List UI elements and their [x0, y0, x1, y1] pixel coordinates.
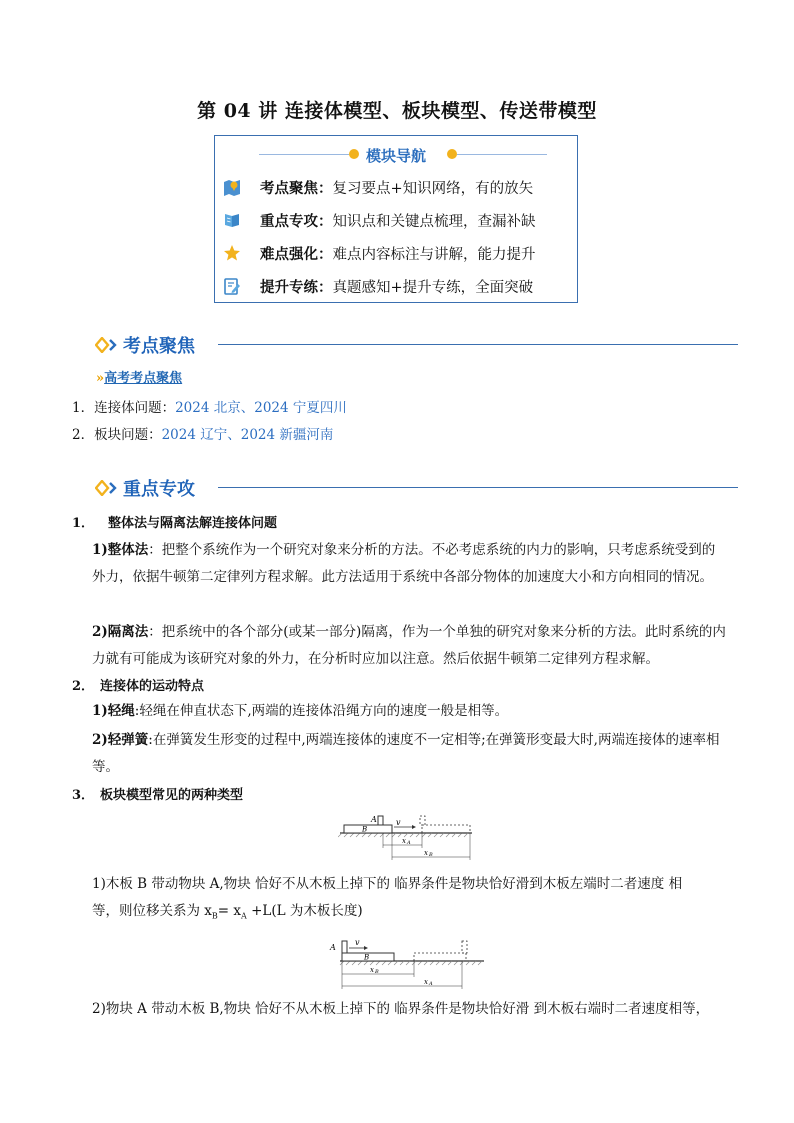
- displacement-label: x: [424, 849, 428, 857]
- formula-subscript: A: [241, 911, 247, 921]
- label-a: A: [330, 943, 336, 952]
- diamond-icon: [95, 337, 119, 353]
- section-title: 考点聚焦: [123, 336, 195, 357]
- displacement-subscript: B: [375, 969, 379, 975]
- list-item-label: 板块问题：: [94, 427, 162, 443]
- edit-icon: [223, 277, 241, 295]
- formula-subscript: B: [211, 911, 218, 921]
- formula-text: 等，则位移关系为 x: [92, 902, 212, 919]
- paragraph-text: :在弹簧发生形变的过程中,两端连接体的速度不一定相等;在弹簧形变最大时,两端连接体的速率相等。: [92, 732, 720, 775]
- heading-title: 连接体的运动特点: [100, 679, 205, 694]
- heading-title: 整体法与隔离法解连接体问题: [108, 516, 278, 531]
- heading-title: 板块模型常见的两种类型: [100, 788, 244, 803]
- paragraph-isolation-method: [92, 619, 726, 672]
- paragraph-text: ：把整个系统作为一个研究对象来分析的方法。不必考虑系统的内力的影响，只考虑系统受到的外力，依据牛顿第二定律列方程求解。此方法适用于系统中各部分物体的加速度大小和方向相同的情况。: [92, 542, 716, 585]
- nav-item-label: 提升专练：: [260, 278, 333, 296]
- velocity-label: v: [396, 818, 401, 827]
- list-item-link[interactable]: 2024 辽宁、2024 新疆河南: [161, 427, 334, 443]
- diamond-icon: [95, 480, 119, 496]
- board-block-figure-2: [326, 933, 486, 993]
- paragraph-text: 2)物块 A 带动木板 B,物块 恰好不从木板上掉下的 临界条件是物块恰好滑 到木板右端时二者速度相等，: [92, 1001, 710, 1017]
- displacement-subscript: A: [407, 840, 411, 846]
- displacement-label: x: [424, 978, 428, 986]
- heading-number: 1．: [72, 516, 95, 531]
- board-b: [344, 825, 392, 833]
- list-item: [72, 396, 347, 416]
- term-label: 1)轻绳: [92, 703, 135, 719]
- block-a: [342, 941, 347, 953]
- list-item-number: 1．: [72, 400, 95, 416]
- paragraph-text: ：把系统中的各个部分(或某一部分)隔离，作为一个单独的研究对象来分析的方法。此时系统的内力就有可能成为该研究对象的外力，在分析时应加以注意。然后依据牛顿第二定律列方程求解。: [92, 624, 726, 667]
- heading-number: 2．: [72, 679, 95, 694]
- nav-title: 模块导航: [365, 147, 426, 165]
- section-divider: [218, 344, 738, 345]
- term-label: 2)轻弹簧: [92, 732, 149, 748]
- nav-item-text: 难点内容标注与讲解，能力提升: [332, 246, 536, 263]
- section-header-focus: [95, 333, 195, 357]
- list-item-label: 连接体问题：: [94, 400, 176, 416]
- section-header-key: [95, 476, 195, 500]
- nav-item-text: 知识点和关键点梳理，查漏补缺: [332, 213, 536, 230]
- section-title: 重点专攻: [123, 479, 195, 500]
- nav-item-text: 复习要点+知识网络，有的放矢: [332, 180, 534, 197]
- list-item-link[interactable]: 2024 北京、2024 宁夏四川: [175, 400, 347, 416]
- numbered-heading: [72, 512, 277, 531]
- nav-item-key: [223, 207, 536, 233]
- subheading: [96, 367, 182, 386]
- formula-text: +L(L 为木板长度): [246, 902, 363, 919]
- displacement-label: x: [402, 837, 406, 845]
- nav-dot-right: [447, 149, 457, 159]
- displacement-subscript: A: [429, 981, 433, 987]
- list-item: [72, 423, 333, 443]
- displacement-label: x: [370, 966, 374, 974]
- nav-item-label: 重点专攻：: [260, 212, 333, 230]
- double-chevron-icon: »: [96, 371, 105, 386]
- paragraph-text: :轻绳在伸直状态下,两端的连接体沿绳方向的速度一般是相等。: [134, 703, 509, 719]
- displacement-subscript: B: [429, 852, 433, 858]
- numbered-heading: [72, 784, 243, 803]
- board-block-figure-1: [338, 812, 474, 864]
- paragraph-light-spring: [92, 727, 726, 780]
- formula-text: = x: [217, 902, 242, 919]
- map-icon: [223, 178, 241, 196]
- paragraph-text: 1)木板 B 带动物块 A,物块 恰好不从木板上掉下的 临界条件是物块恰好滑到木板左端时二者速度 相: [92, 876, 683, 892]
- nav-item-label: 难点强化：: [260, 245, 333, 263]
- term-label: 1)整体法: [92, 542, 149, 558]
- module-nav-box: [214, 135, 578, 303]
- paragraph-type-1: [92, 871, 732, 930]
- paragraph-light-rope: [92, 698, 726, 725]
- nav-divider-right: [457, 154, 547, 155]
- paragraph-formula: [92, 898, 732, 930]
- nav-item-practice: [223, 273, 533, 299]
- list-item-number: 2．: [72, 427, 95, 443]
- book-icon: [223, 211, 241, 229]
- paragraph-type-2: [92, 996, 752, 1023]
- section-divider: [218, 487, 738, 488]
- page-title: 第 04 讲 连接体模型、板块模型、传送带模型: [197, 100, 597, 122]
- label-b: B: [364, 953, 370, 962]
- nav-item-focus: [223, 174, 533, 200]
- nav-item-text: 真题感知+提升专练，全面突破: [332, 279, 534, 296]
- velocity-label: v: [355, 938, 360, 947]
- nav-item-hard: [223, 240, 536, 266]
- heading-number: 3．: [72, 788, 95, 803]
- star-icon: [223, 244, 241, 262]
- label-b: B: [362, 825, 368, 834]
- nav-item-label: 考点聚焦：: [260, 179, 333, 197]
- label-a: A: [371, 815, 377, 824]
- subheading-label: 高考考点聚焦: [104, 371, 183, 386]
- paragraph-whole-method: [92, 537, 726, 590]
- block-a: [378, 816, 383, 825]
- numbered-heading: [72, 675, 204, 694]
- term-label: 2)隔离法: [92, 624, 149, 640]
